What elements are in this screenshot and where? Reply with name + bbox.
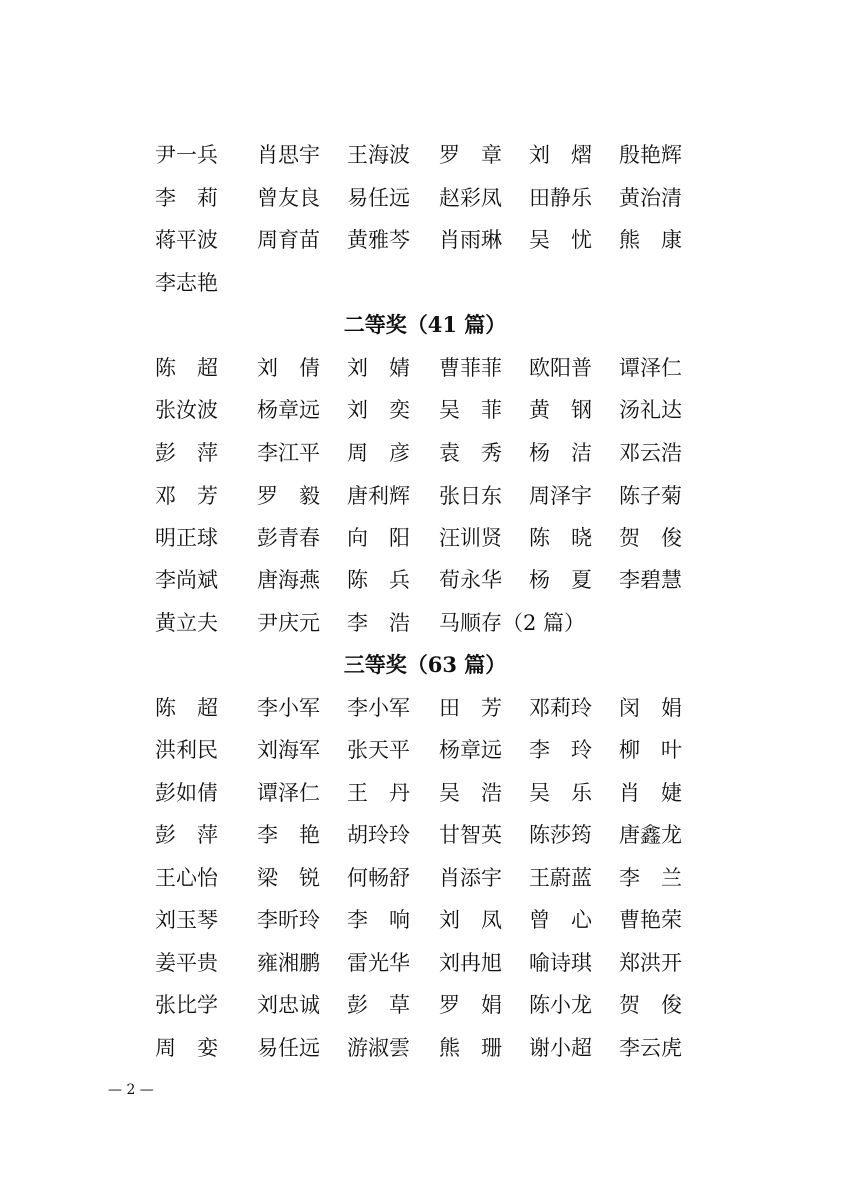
name-cell: 唐鑫龙 [619,823,682,847]
name-cell: 吴 乐 [529,781,592,805]
name-cell: 贺 俊 [619,526,682,550]
name-cell: 邓莉玲 [529,696,592,720]
name-cell: 陈 晓 [529,526,592,550]
name-cell: 田静乐 [529,186,592,210]
name-row [0,817,850,853]
name-cell: 柳 叶 [619,738,682,762]
name-cell: 肖 婕 [619,781,682,805]
name-cell: 易任远 [257,1036,320,1060]
name-cell: 马顺存（2 篇） [439,611,586,635]
name-cell: 袁 秀 [439,441,502,465]
name-cell: 黄雅芩 [347,228,410,252]
name-cell: 吴 浩 [439,781,502,805]
name-cell: 张比学 [155,993,218,1017]
name-cell: 杨 洁 [529,441,592,465]
name-cell: 尹庆元 [257,611,320,635]
name-cell: 陈 超 [155,356,218,380]
name-cell: 田 芳 [439,696,502,720]
name-cell: 易任远 [347,186,410,210]
name-cell: 曾 心 [529,908,592,932]
name-cell: 张天平 [347,738,410,762]
name-cell: 李 艳 [257,823,320,847]
name-cell: 刘 倩 [257,356,320,380]
name-cell: 殷艳辉 [619,143,682,167]
name-cell: 曾友良 [257,186,320,210]
name-cell: 黄 钢 [529,398,592,422]
name-cell: 刘玉琴 [155,908,218,932]
name-cell: 李 浩 [347,611,410,635]
name-cell: 蒋平波 [155,228,218,252]
name-row [0,520,850,556]
name-cell: 周泽宇 [529,484,592,508]
name-cell: 李 玲 [529,738,592,762]
name-cell: 游淑雲 [347,1036,410,1060]
name-cell: 刘 婧 [347,356,410,380]
name-cell: 汤礼达 [619,398,682,422]
name-cell: 陈莎筠 [529,823,592,847]
name-row [0,1030,850,1066]
name-cell: 周育苗 [257,228,320,252]
name-cell: 贺 俊 [619,993,682,1017]
name-cell: 明正球 [155,526,218,550]
name-cell: 李碧慧 [619,568,682,592]
name-cell: 李云虎 [619,1036,682,1060]
name-cell: 谢小超 [529,1036,592,1060]
name-cell: 熊 珊 [439,1036,502,1060]
name-row [0,690,850,726]
name-cell: 欧阳普 [529,356,592,380]
name-cell: 汪训贤 [439,526,502,550]
name-cell: 邓 芳 [155,484,218,508]
name-cell: 尹一兵 [155,143,218,167]
name-cell: 王 丹 [347,781,410,805]
name-cell: 李小军 [347,696,410,720]
name-row [0,562,850,598]
name-cell: 郑洪开 [619,951,682,975]
name-cell: 陈子菊 [619,484,682,508]
name-cell: 雷光华 [347,951,410,975]
name-row [0,265,850,301]
name-cell: 陈 兵 [347,568,410,592]
name-row [0,987,850,1023]
name-cell: 罗 毅 [257,484,320,508]
name-cell: 李小军 [257,696,320,720]
name-cell: 刘 凤 [439,908,502,932]
name-cell: 李江平 [257,441,320,465]
page-number: — 2 — [108,1082,154,1098]
name-cell: 曹菲菲 [439,356,502,380]
name-cell: 周 彦 [347,441,410,465]
name-row [0,732,850,768]
name-cell: 李昕玲 [257,908,320,932]
name-cell: 胡玲玲 [347,823,410,847]
name-cell: 姜平贵 [155,951,218,975]
name-cell: 荀永华 [439,568,502,592]
name-row [0,902,850,938]
name-cell: 洪利民 [155,738,218,762]
name-cell: 彭 草 [347,993,410,1017]
name-cell: 谭泽仁 [619,356,682,380]
name-cell: 刘冉旭 [439,951,502,975]
name-cell: 喻诗琪 [529,951,592,975]
name-cell: 王海波 [347,143,410,167]
name-cell: 邓云浩 [619,441,682,465]
name-cell: 周 娈 [155,1036,218,1060]
name-cell: 杨章远 [439,738,502,762]
name-cell: 梁 锐 [257,866,320,890]
name-row [0,945,850,981]
name-cell: 王心怡 [155,866,218,890]
section-heading-third-prize: 三等奖（63 篇） [343,652,507,677]
name-cell: 谭泽仁 [257,781,320,805]
name-cell: 罗 娟 [439,993,502,1017]
name-cell: 李尚斌 [155,568,218,592]
name-row [0,860,850,896]
name-row [0,137,850,173]
name-row [0,775,850,811]
name-row [0,435,850,471]
name-cell: 曹艳荣 [619,908,682,932]
name-cell: 杨章远 [257,398,320,422]
name-cell: 彭青春 [257,526,320,550]
name-cell: 吴 菲 [439,398,502,422]
name-cell: 刘 奕 [347,398,410,422]
name-row [0,180,850,216]
name-cell: 闵 娟 [619,696,682,720]
name-cell: 刘海军 [257,738,320,762]
name-cell: 李 兰 [619,866,682,890]
name-row [0,222,850,258]
name-cell: 唐利辉 [347,484,410,508]
name-cell: 赵彩凤 [439,186,502,210]
name-row [0,605,850,641]
name-cell: 李 莉 [155,186,218,210]
name-cell: 彭如倩 [155,781,218,805]
name-cell: 罗 章 [439,143,502,167]
name-cell: 何畅舒 [347,866,410,890]
name-cell: 杨 夏 [529,568,592,592]
name-cell: 肖添宇 [439,866,502,890]
name-cell: 肖雨琳 [439,228,502,252]
name-cell: 李 响 [347,908,410,932]
name-cell: 肖思宇 [257,143,320,167]
section-heading-second-prize: 二等奖（41 篇） [343,312,507,337]
name-cell: 李志艳 [155,271,218,295]
name-cell: 彭 萍 [155,441,218,465]
name-cell: 张汝波 [155,398,218,422]
name-cell: 黄立夫 [155,611,218,635]
name-row [0,478,850,514]
name-cell: 向 阳 [347,526,410,550]
name-cell: 雍湘鹏 [257,951,320,975]
name-row [0,350,850,386]
name-cell: 刘忠诚 [257,993,320,1017]
name-cell: 彭 萍 [155,823,218,847]
name-cell: 黄治清 [619,186,682,210]
name-cell: 张日东 [439,484,502,508]
name-cell: 刘 熠 [529,143,592,167]
name-cell: 陈 超 [155,696,218,720]
name-cell: 唐海燕 [257,568,320,592]
name-cell: 甘智英 [439,823,502,847]
name-cell: 陈小龙 [529,993,592,1017]
name-row [0,392,850,428]
name-cell: 吴 忧 [529,228,592,252]
name-cell: 熊 康 [619,228,682,252]
name-cell: 王蔚蓝 [529,866,592,890]
